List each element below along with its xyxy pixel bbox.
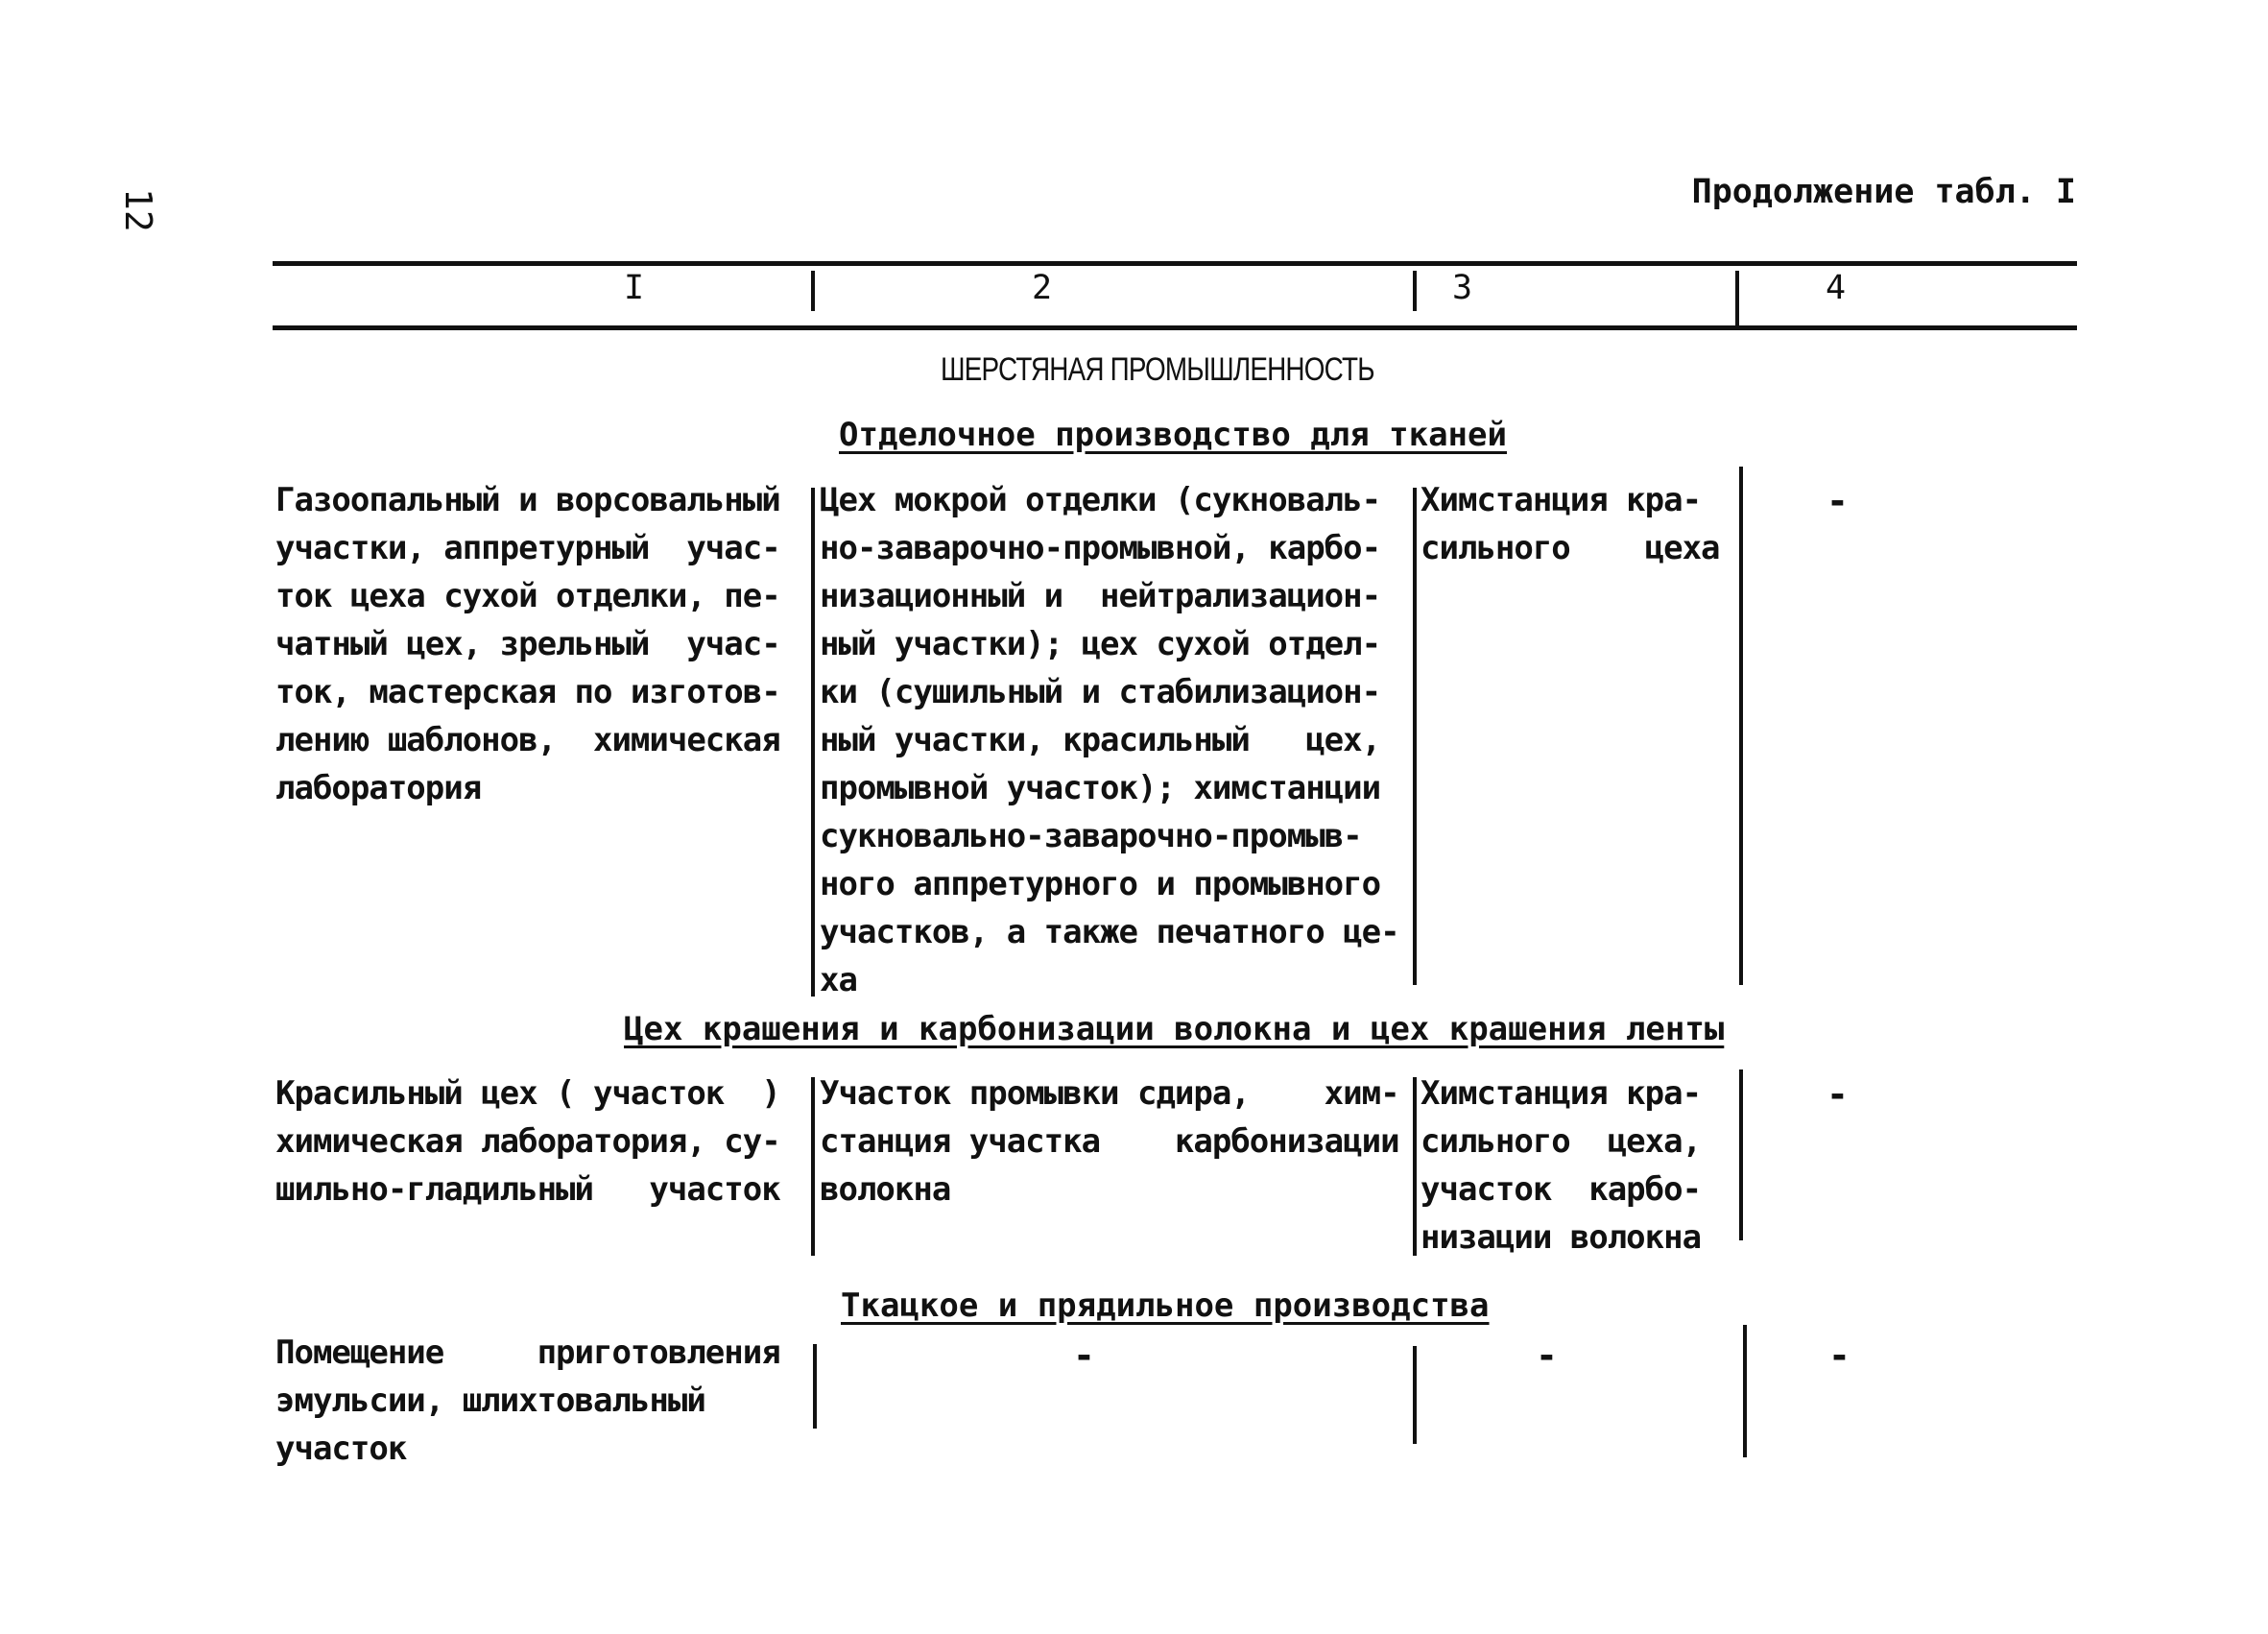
group2-col4-dash: - [1826, 1073, 1849, 1116]
page-number: 12 [117, 188, 159, 232]
group2-separator-1 [811, 1077, 815, 1256]
group1-separator-3 [1739, 467, 1743, 985]
group3-separator-2 [1413, 1346, 1417, 1444]
group3-col3-dash: - [1536, 1334, 1558, 1377]
header-separator-3 [1735, 271, 1739, 326]
section-title: ШЕРСТЯНАЯ ПРОМЫШЛЕННОСТЬ [941, 351, 1374, 388]
header-col-3: 3 [1452, 269, 1473, 307]
group2-separator-2 [1413, 1077, 1417, 1256]
subheading-weaving-spinning: Ткацкое и прядильное производства [841, 1286, 1490, 1325]
group2-separator-3 [1739, 1069, 1743, 1240]
group1-separator-1 [811, 488, 815, 997]
group2-col1-text: Красильный цех ( участок ) химическая лаборатория, су- шильно-гладильный участок [275, 1074, 780, 1209]
group1-col1-text: Газоопальный и ворсовальный участки, аппретурный учас- ток цеха сухой отделки, пе- чатный цех, зрельный учас- ток, мастерская по изготов- лению шаблонов, химическая лаборатория [275, 481, 780, 807]
header-col-2: 2 [1032, 269, 1053, 307]
group1-separator-2 [1413, 488, 1417, 985]
subheading-finishing: Отделочное производство для тканей [839, 416, 1507, 454]
group3-col2-dash: - [1073, 1334, 1095, 1377]
group3-separator-3 [1743, 1325, 1747, 1457]
header-bottom-rule [273, 325, 2077, 330]
group2-col2-text: Участок промывки сдира, хим- станция участка карбонизации волокна [820, 1074, 1399, 1209]
header-separator-1 [811, 271, 815, 311]
subheading-dyeing: Цех крашения и карбонизации волокна и цех крашения ленты [624, 1010, 1725, 1048]
group3-separator-1 [813, 1344, 817, 1429]
group3-col1-text: Помещение приготовления эмульсии, шлихтовальный участок [275, 1334, 780, 1468]
group3-col4-dash: - [1828, 1334, 1850, 1377]
header-top-rule [273, 261, 2077, 266]
group1-col4-dash: - [1826, 480, 1849, 522]
group1-col2-text: Цех мокрой отделки (сукноваль- но-заварочно-промывной, карбо- низационный и нейтрализацион- ный участки); цех сухой отдел- ки (сушильный и стабилизацион- ный участки, красильный цех, промывной участок); химстанции сукновально-заварочно-промыв- ного аппретурного и промывного участков, а также печатного це- ха [820, 481, 1399, 999]
header-separator-2 [1413, 271, 1417, 311]
group2-col3-text: Химстанция кра- сильного цеха, участок карбо- низации волокна [1420, 1074, 1702, 1257]
group1-col3-text: Химстанция кра- сильного цеха [1420, 481, 1720, 567]
header-col-1: I [624, 269, 645, 307]
header-col-4: 4 [1826, 269, 1847, 307]
table-continuation-label: Продолжение табл. I [1691, 173, 2076, 211]
